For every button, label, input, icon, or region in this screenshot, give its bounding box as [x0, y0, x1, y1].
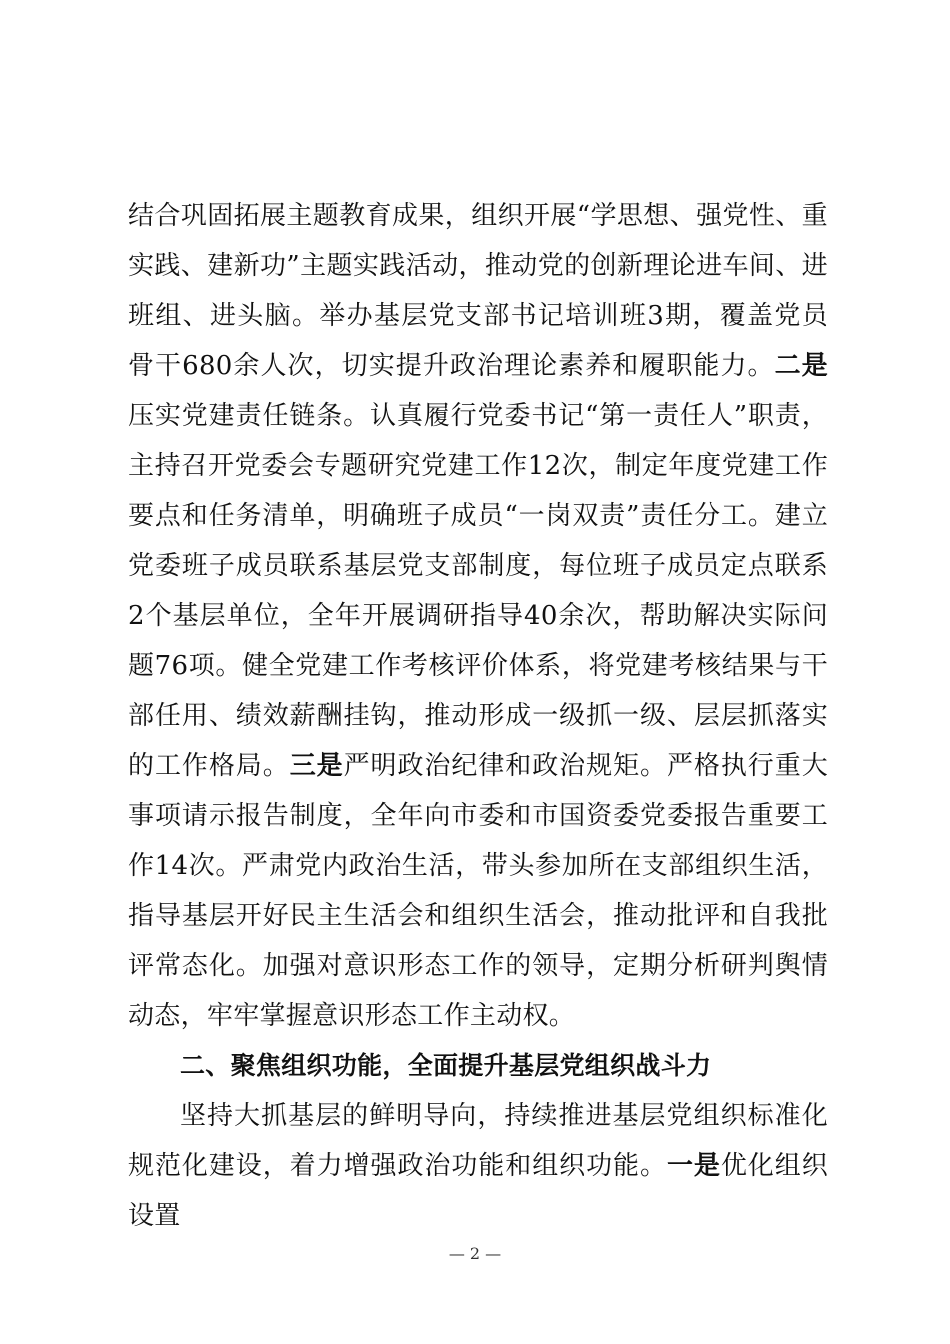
document-body [128, 191, 828, 1241]
paragraph-1-text-c: 严明政治纪律和政治规矩。严格执行重大事项请示报告制度，全年向市委和市国资委党委报告重要工作14次。严肃党内政治生活，带头参加所在支部组织生活，指导基层开好民主生活会和组织生活会，推动批评和自我批评常态化。加强对意识形态工作的领导，定期分析研判舆情动态，牢牢掌握意识形态工作主动权。 [128, 751, 828, 1031]
paragraph-1-text-a: 结合巩固拓展主题教育成果，组织开展“学思想、强党性、重实践、建新功”主题实践活动，推动党的创新理论进车间、进班组、进头脑。举办基层党支部书记培训班3期，覆盖党员骨干680余人次，切实提升政治理论素养和履职能力。 [128, 201, 828, 381]
lead-phrase-san-shi: 三是 [289, 751, 344, 781]
paragraph-2-text-a: 坚持大抓基层的鲜明导向，持续推进基层党组织标准化规范化建设，着力增强政治功能和组织功能。 [128, 1101, 828, 1181]
body-paragraph-1 [128, 191, 828, 1041]
lead-phrase-er-shi: 二是 [774, 351, 828, 381]
paragraph-2-text-b: 优化组织设置 [128, 1151, 829, 1231]
body-paragraph-2 [128, 1091, 828, 1241]
page-number: — 2 — [448, 1244, 502, 1263]
lead-phrase-yi-shi: 一是 [666, 1151, 721, 1181]
section-heading: 二、聚焦组织功能，全面提升基层党组织战斗力 [180, 1051, 712, 1080]
paragraph-1-text-b: 压实党建责任链条。认真履行党委书记“第一责任人”职责，主持召开党委会专题研究党建工作12次，制定年度党建工作要点和任务清单，明确班子成员“一岗双责”责任分工。建立党委班子成员联系基层党支部制度，每位班子成员定点联系2个基层单位，全年开展调研指导40余次，帮助解决实际问题76项。健全党建工作考核评价体系，将党建考核结果与干部任用、绩效薪酬挂钩，推动形成一级抓一级、层层抓落实的工作格局。 [128, 401, 828, 781]
